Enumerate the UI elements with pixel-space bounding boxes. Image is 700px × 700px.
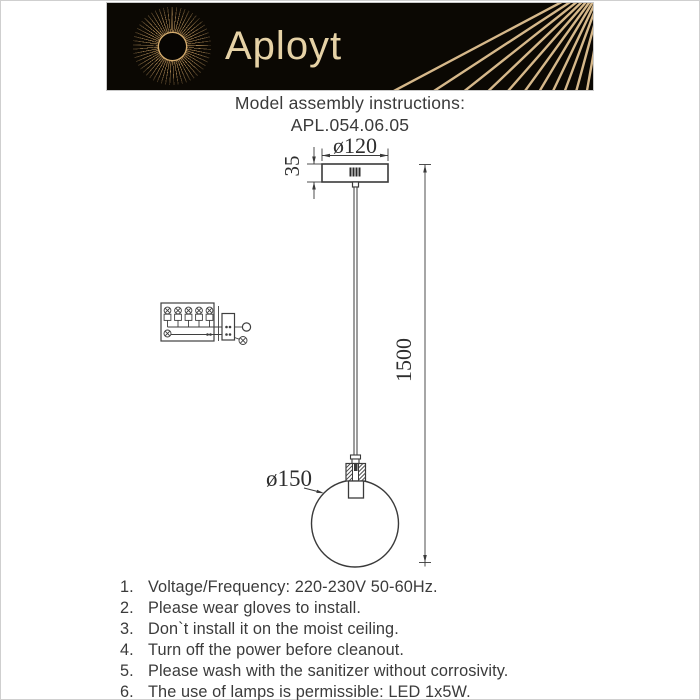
dim-canopy-height [280,147,322,199]
dim-drop-length [391,165,431,567]
instructions-list [120,577,508,700]
dim-label-canopy-height: 35 [280,155,304,177]
instruction-text: Please wash with the sanitizer without corrosivity. [148,662,509,680]
dim-label-shade-diameter: ø150 [266,466,312,491]
model-number: APL.054.06.05 [290,114,410,135]
instruction-text: Don`t install it on the moist ceiling. [148,620,399,638]
brand-name: Aployt [225,24,343,68]
instruction-item [120,577,508,598]
instruction-item [120,619,508,640]
instruction-item [120,661,508,682]
instruction-text: Voltage/Frequency: 220-230V 50-60Hz. [148,578,438,596]
instruction-number: 1. [120,578,134,596]
wiring-diagram [161,303,251,345]
dim-shade-diameter [266,466,324,493]
instruction-number: 4. [120,641,134,659]
ring-terminal [242,323,250,331]
dim-label-canopy-diameter: ø120 [333,133,377,158]
lamp-socket [346,455,366,498]
instruction-number: 2. [120,599,134,617]
instruction-item [120,640,508,661]
instruction-number: 5. [120,662,134,680]
instruction-number: 6. [120,683,134,700]
suspension-cable [354,187,357,455]
instruction-item [120,682,508,700]
instruction-number: 3. [120,620,134,638]
page-title: Model assembly instructions: [234,93,466,113]
ceiling-canopy [322,164,388,187]
dim-canopy-diameter [322,133,388,161]
dim-label-drop-length: 1500 [391,338,416,382]
instruction-text: Turn off the power before cleanout. [148,641,405,659]
instruction-text: Please wear gloves to install. [148,599,361,617]
instruction-item [120,598,508,619]
instruction-text: The use of lamps is permissible: LED 1x5W. [148,683,471,700]
mounting-screw [239,337,247,345]
